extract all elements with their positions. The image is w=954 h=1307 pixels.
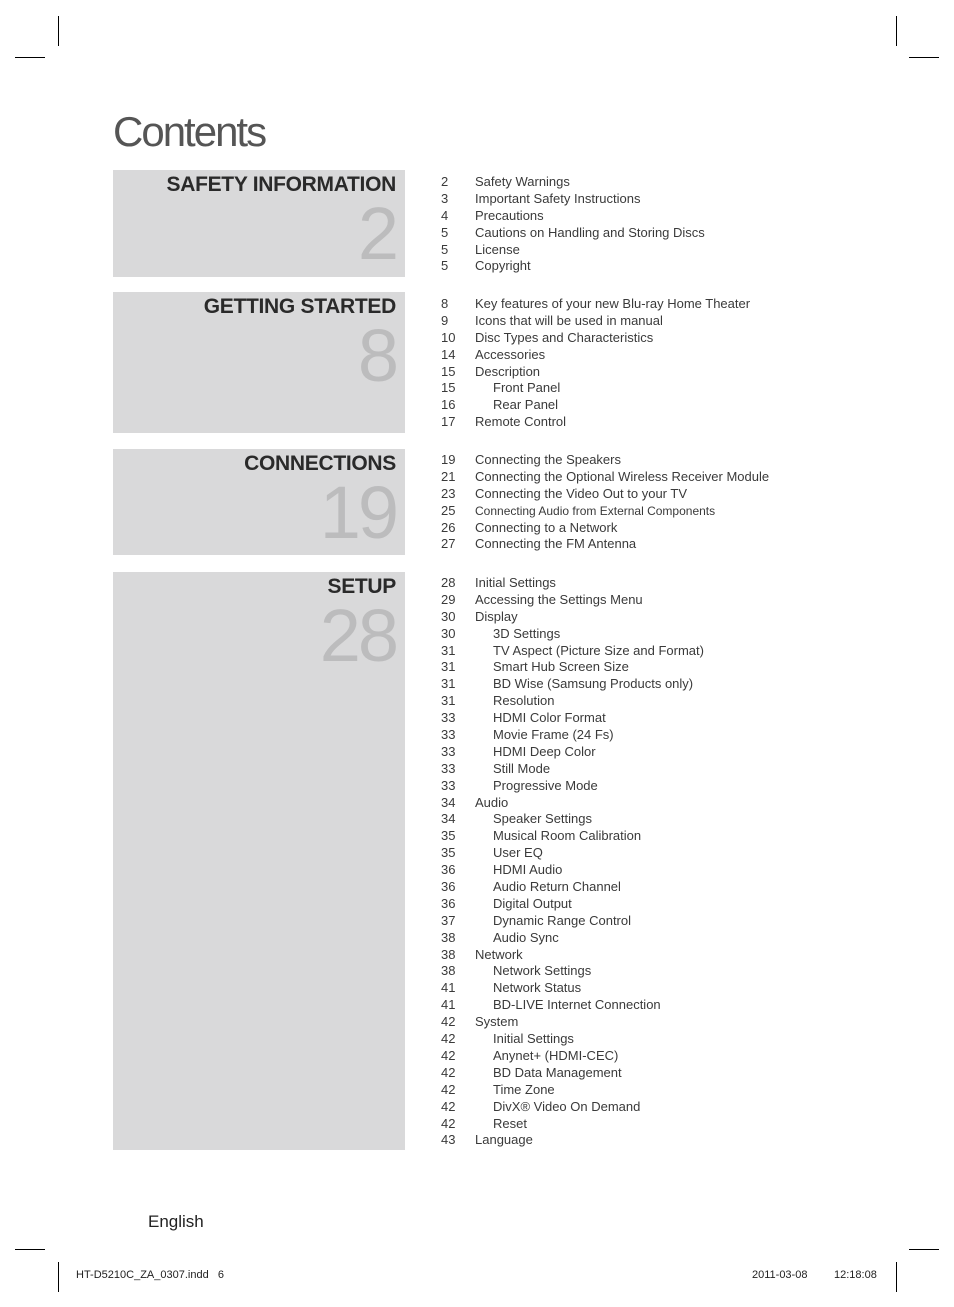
toc-entry-text: TV Aspect (Picture Size and Format) <box>493 642 704 658</box>
toc-entry-text: Precautions <box>475 207 544 223</box>
toc-entry-text: Audio Return Channel <box>493 879 621 895</box>
toc-entry-text: Safety Warnings <box>475 174 570 189</box>
toc-page-number: 30 <box>441 608 456 624</box>
toc-page-number: 36 <box>441 879 456 895</box>
toc-page-number: 34 <box>441 794 456 810</box>
toc-page-number: 42 <box>441 1064 456 1080</box>
crop-mark <box>15 57 45 58</box>
toc-page-number: 33 <box>441 743 456 759</box>
section-page-number: 8 <box>357 314 396 397</box>
toc-page-number: 5 <box>441 224 449 240</box>
toc-entry-text: Accessories <box>475 346 546 362</box>
toc-page-number: 8 <box>441 296 449 311</box>
toc-page-number: 25 <box>441 502 456 518</box>
toc-page-number: 10 <box>441 329 456 345</box>
toc-entry-text: Display <box>475 608 518 624</box>
toc-page-number: 33 <box>441 727 456 743</box>
toc-page-number: 2 <box>441 174 449 189</box>
section-page-number: 19 <box>319 471 396 554</box>
toc-page-number: 19 <box>441 452 456 467</box>
toc-page-number: 29 <box>441 591 456 607</box>
toc-entry-text: Progressive Mode <box>493 777 598 793</box>
toc-entry-text: Reset <box>493 1115 527 1131</box>
toc-entry-text: Connecting the Optional Wireless Receiver Module <box>475 468 770 484</box>
toc-entry-text: Smart Hub Screen Size <box>493 659 629 675</box>
section-title: CONNECTIONS <box>244 452 396 475</box>
section-getting-started <box>113 292 405 433</box>
toc-page-number: 4 <box>441 207 449 223</box>
toc-entry-text: Anynet+ (HDMI-CEC) <box>493 1047 619 1063</box>
toc-entry-text: Front Panel <box>493 380 561 396</box>
toc-entry-text: Language <box>475 1132 533 1148</box>
toc-page-number: 17 <box>441 414 456 430</box>
toc-entry-text: Speaker Settings <box>493 811 593 827</box>
toc-entry-text: Remote Control <box>475 414 567 430</box>
toc-page-number: 16 <box>441 397 456 413</box>
toc-page-number: 38 <box>441 929 456 945</box>
slug-date: 2011-03-08 <box>752 1269 808 1281</box>
toc-page-number: 31 <box>441 659 456 675</box>
toc-entry-text: Initial Settings <box>493 1031 574 1047</box>
toc-page-number: 31 <box>441 676 456 692</box>
section-setup <box>113 572 405 1150</box>
toc-page-number: 35 <box>441 845 456 861</box>
toc-page-number: 33 <box>441 710 456 726</box>
crop-mark <box>15 1249 45 1250</box>
crop-mark <box>896 16 897 46</box>
section-safety-information <box>113 170 405 277</box>
toc-page-number: 41 <box>441 997 456 1013</box>
toc-entry-text: License <box>475 241 520 257</box>
toc-entry-text: Important Safety Instructions <box>475 190 641 206</box>
toc-page-number: 31 <box>441 642 456 658</box>
toc-page-number: 9 <box>441 312 449 328</box>
toc-page-number: 42 <box>441 1115 456 1131</box>
section-page-number: 28 <box>319 594 396 677</box>
toc-page-number: 36 <box>441 862 456 878</box>
toc-page-number: 42 <box>441 1098 456 1114</box>
crop-mark <box>58 16 59 46</box>
toc-entry-text: Initial Settings <box>475 575 556 590</box>
crop-mark <box>909 57 939 58</box>
toc-page-number: 15 <box>441 363 456 379</box>
toc-page-number: 35 <box>441 828 456 844</box>
toc-page-number: 23 <box>441 485 456 501</box>
toc-entry-text: Musical Room Calibration <box>493 828 642 844</box>
toc-entry-text: HDMI Deep Color <box>493 743 596 759</box>
toc-entry-text: Cautions on Handling and Storing Discs <box>475 224 705 240</box>
toc-page-number: 42 <box>441 1031 456 1047</box>
toc-page-number: 38 <box>441 963 456 979</box>
toc-entry-text: Connecting Audio from External Components <box>475 503 716 518</box>
toc-entry-text: Digital Output <box>493 895 572 911</box>
toc-entry-text: Connecting the FM Antenna <box>475 536 637 552</box>
section-title: SETUP <box>327 575 396 598</box>
toc-entry-text: Dynamic Range Control <box>493 912 632 928</box>
toc-page-number: 34 <box>441 811 456 827</box>
toc-page-number: 30 <box>441 625 456 641</box>
toc-entry-text: Audio Sync <box>493 929 559 945</box>
toc-page-number: 42 <box>441 1047 456 1063</box>
toc-entry-text: Network Status <box>493 980 582 996</box>
section-title: SAFETY INFORMATION <box>166 173 396 196</box>
toc-page-number: 38 <box>441 946 456 962</box>
section-title: GETTING STARTED <box>203 295 396 318</box>
toc-entry-text: Rear Panel <box>493 397 559 413</box>
page-title: Contents <box>113 108 266 155</box>
crop-mark <box>909 1249 939 1250</box>
toc-entry-text: HDMI Color Format <box>493 710 606 726</box>
toc-page-number: 31 <box>441 693 456 709</box>
toc-entry-text: Connecting to a Network <box>475 519 618 535</box>
toc-page-number: 41 <box>441 980 456 996</box>
toc-entry-text: Disc Types and Characteristics <box>475 329 654 345</box>
toc-entry-text: DivX® Video On Demand <box>493 1098 641 1114</box>
toc-page-number: 33 <box>441 760 456 776</box>
toc-entry-text: 3D Settings <box>493 625 561 641</box>
toc-entry-text: BD Data Management <box>493 1064 622 1080</box>
toc-entry-text: Time Zone <box>493 1081 555 1097</box>
toc-entry-text: Icons that will be used in manual <box>475 312 663 328</box>
toc-page-number: 27 <box>441 536 456 552</box>
toc-entry-text: HDMI Audio <box>493 862 563 878</box>
toc-page-number: 33 <box>441 777 456 793</box>
toc-page-number: 21 <box>441 468 456 484</box>
toc-page-number: 42 <box>441 1081 456 1097</box>
toc-page-number: 15 <box>441 380 456 396</box>
toc-entry-text: Accessing the Settings Menu <box>475 591 643 607</box>
crop-mark <box>896 1262 897 1292</box>
section-connections <box>113 449 405 555</box>
toc-page-number: 28 <box>441 575 456 590</box>
toc-page-number: 5 <box>441 258 449 274</box>
toc-entry-text: Audio <box>475 794 509 810</box>
toc-page-number: 36 <box>441 895 456 911</box>
toc-entry-text: Copyright <box>475 258 531 274</box>
toc-page-number: 42 <box>441 1014 456 1030</box>
toc-entry-text: Network Settings <box>493 963 592 979</box>
toc-entry-text: Still Mode <box>493 760 551 776</box>
toc-entry-text: BD-LIVE Internet Connection <box>493 997 661 1013</box>
toc-page-number: 3 <box>441 190 449 206</box>
toc-entry-text: Movie Frame (24 Fs) <box>493 727 614 743</box>
toc-entry-text: Key features of your new Blu-ray Home Theater <box>475 296 751 311</box>
slug-filename: HT-D5210C_ZA_0307.indd 6 <box>76 1269 224 1281</box>
toc-entry-text: Description <box>475 363 541 379</box>
toc-entry-text: Network <box>475 946 523 962</box>
footer-language: English <box>148 1212 204 1231</box>
section-page-number: 2 <box>357 192 396 275</box>
toc-page-number: 26 <box>441 519 456 535</box>
toc-entry-text: Connecting the Speakers <box>475 452 621 467</box>
toc-page-number: 14 <box>441 346 456 362</box>
toc-entry-text: BD Wise (Samsung Products only) <box>493 676 694 692</box>
toc-entry-text: User EQ <box>493 845 543 861</box>
toc-page-number: 43 <box>441 1132 456 1148</box>
toc-entry-text: Resolution <box>493 693 555 709</box>
slug-time: 12:18:08 <box>834 1269 877 1281</box>
toc-entry-text: System <box>475 1014 519 1030</box>
toc-entry-text: Connecting the Video Out to your TV <box>475 485 687 501</box>
crop-mark <box>58 1262 59 1292</box>
toc-page-number: 37 <box>441 912 456 928</box>
toc-page-number: 5 <box>441 241 449 257</box>
